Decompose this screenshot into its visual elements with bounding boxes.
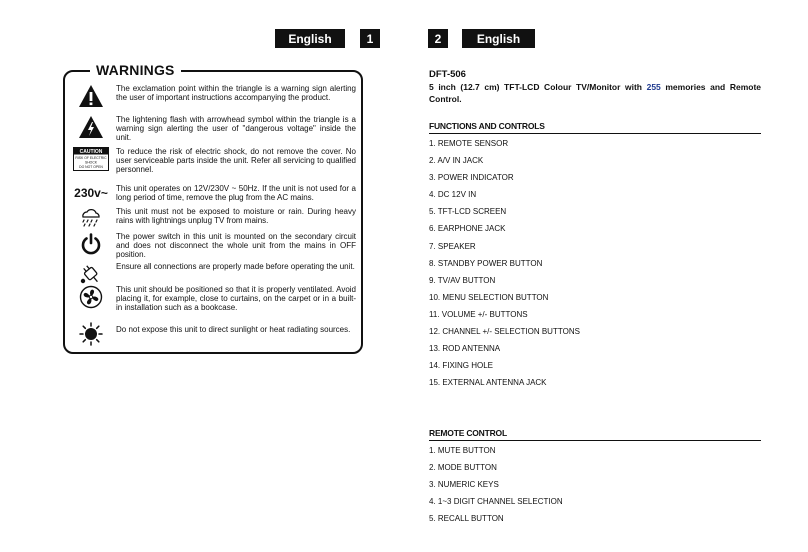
warning-item <box>72 322 356 346</box>
warning-item <box>72 232 356 259</box>
remote-list <box>429 446 563 531</box>
rain-cloud-icon <box>72 207 110 229</box>
page-number-right: 2 <box>428 29 448 48</box>
warning-text: Ensure all connections are properly made before operating the unit. <box>116 262 355 271</box>
warning-item <box>72 147 356 174</box>
warnings-title: WARNINGS <box>90 60 181 80</box>
list-item: 1. MUTE BUTTON <box>429 446 496 455</box>
list-item: 12. CHANNEL +/- SELECTION BUTTONS <box>429 327 580 337</box>
warning-text: This unit should be positioned so that it is properly ventilated. Avoid placing it, for example, close to curtains, on the carpet or in a built-in installation such as a bookcase. <box>116 285 356 312</box>
list-item: 15. EXTERNAL ANTENNA JACK <box>429 378 547 388</box>
svg-text:SHOCK: SHOCK <box>84 160 98 165</box>
warning-text: Do not expose this unit to direct sunlight or heat radiating sources. <box>116 325 351 334</box>
caution-label-icon <box>72 147 110 171</box>
list-item: 3. POWER INDICATOR <box>429 173 514 183</box>
remote-section-title: REMOTE CONTROL <box>429 428 761 441</box>
list-item: 9. TV/AV BUTTON <box>429 275 496 285</box>
warning-item <box>72 285 356 312</box>
warning-item <box>72 115 356 142</box>
list-item: 3. NUMERIC KEYS <box>429 480 499 490</box>
product-description: 5 inch (12.7 cm) TFT-LCD Colour TV/Monitor with 255 memories and Remote Control. <box>429 82 762 104</box>
functions-section-title: FUNCTIONS AND CONTROLS <box>429 121 761 134</box>
header-language-left: English <box>275 29 345 48</box>
list-item: 14. FIXING HOLE <box>429 361 494 371</box>
list-item: 2. A/V IN JACK <box>429 156 484 166</box>
list-item: 5. TFT-LCD SCREEN <box>429 207 507 217</box>
svg-text:RISK OF ELECTRIC: RISK OF ELECTRIC <box>75 156 107 160</box>
warning-item <box>72 207 356 229</box>
warning-text: This unit must not be exposed to moisture or rain. During heavy rains with lightnings unplug TV from mains. <box>116 207 356 225</box>
list-item: 1. REMOTE SENSOR <box>429 139 509 148</box>
warning-text: The power switch in this unit is mounted on the secondary circuit and does not disconnect the whole unit from the mains in OFF position. <box>116 232 356 259</box>
power-icon <box>72 232 110 256</box>
warning-text: This unit operates on 12V/230V ~ 50Hz. If the unit is not used for a long period of time, remove the plug from the AC mains. <box>116 184 356 202</box>
list-item: 10. MENU SELECTION BUTTON <box>429 292 549 302</box>
list-item: 4. DC 12V IN <box>429 190 477 200</box>
page-number-left: 1 <box>360 29 380 48</box>
fan-icon <box>72 285 110 309</box>
memories-count: 255 <box>646 82 661 92</box>
list-item: 8. STANDBY POWER BUTTON <box>429 258 543 268</box>
functions-list <box>429 139 580 395</box>
list-item: 6. EARPHONE JACK <box>429 224 506 234</box>
model-number: DFT-506 <box>429 69 466 80</box>
warning-text: The exclamation point within the triangle is a warning sign alerting the user of important instructions accompanying the product. <box>116 84 356 102</box>
warning-item <box>72 184 356 202</box>
list-item: 4. 1~3 DIGIT CHANNEL SELECTION <box>429 497 563 507</box>
warning-item <box>72 262 356 286</box>
svg-text:CAUTION: CAUTION <box>79 149 103 155</box>
list-item: 13. ROD ANTENNA <box>429 344 501 354</box>
warning-text: The lightening flash with arrowhead symbol within the triangle is a warning sign alerting the user of "dangerous voltage" inside the unit. <box>116 115 356 142</box>
list-item: 11. VOLUME +/- BUTTONS <box>429 309 528 319</box>
warning-text: To reduce the risk of electric shock, do not remove the cover. No user serviceable parts inside the unit. Refer all servicing to qualified personnel. <box>116 147 356 174</box>
list-item: 2. MODE BUTTON <box>429 463 497 473</box>
sun-icon <box>72 322 110 346</box>
svg-text:DO NOT OPEN: DO NOT OPEN <box>79 165 103 169</box>
list-item: 7. SPEAKER <box>429 241 476 251</box>
header-language-right: English <box>462 29 535 48</box>
warning-triangle-icon <box>72 84 110 108</box>
plug-icon <box>72 262 110 286</box>
lightning-triangle-icon <box>72 115 110 139</box>
list-item: 5. RECALL BUTTON <box>429 514 504 524</box>
voltage-icon: 230v~ <box>74 186 108 200</box>
warning-item <box>72 84 356 108</box>
